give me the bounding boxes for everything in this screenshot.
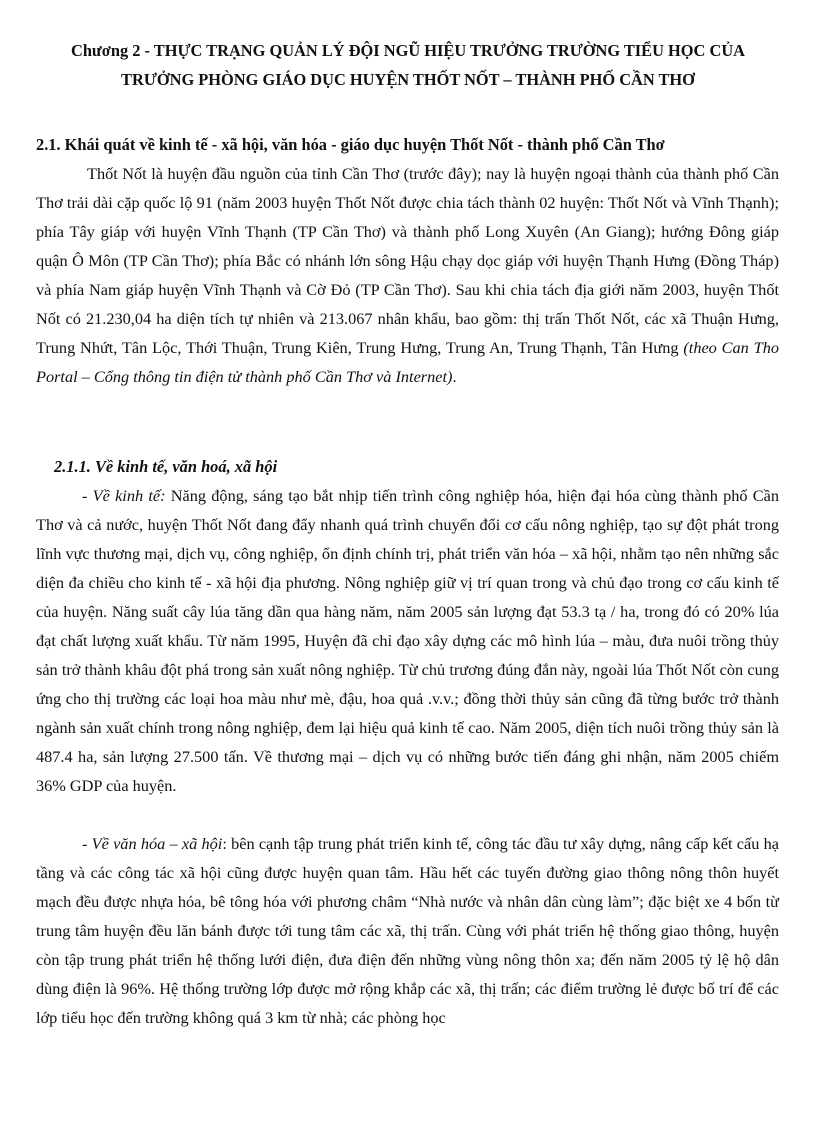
culture-text: : bên cạnh tập trung phát triển kinh tế, công tác đầu tư xây dựng, nâng cấp kết cấu hạ tầng và các công tác xã hội cũng được huyện quan tâm. Hầu hết các tuyến đường giao thông nông thôn huyết mạch đều được nhựa hóa, bê tông hóa với phương châm “Nhà nước và nhân dân cùng làm”; đặc biệt xe 4 bốn từ trung tâm huyện đều lăn bánh được tới tung tâm các xã, thị trấn. Cùng với phát triển hệ thống giao thông, huyện còn tập trung phát triển hệ thống lưới điện, đưa điện đến những vùng nông thôn xa; đến năm 2005 tỷ lệ hộ dân dùng điện là 96%. Hệ thống trường lớp được mở rộng khắp các xã, thị trấn; các điểm trường lẻ được bố trí để các lớp tiểu học đến trường không quá 3 km từ nhà; các phòng học xyxy=(36,834,780,1027)
section-heading: 2.1. Khái quát về kinh tế - xã hội, văn hóa - giáo dục huyện Thốt Nốt - thành phố Cần Thơ xyxy=(36,135,665,154)
culture-label: - Về văn hóa – xã hội xyxy=(82,834,223,853)
intro-text: Thốt Nốt là huyện đầu nguồn của tỉnh Cần Thơ (trước đây); nay là huyện ngoại thành của thành phố Cần Thơ trải dài cặp quốc lộ 91 (năm 2003 huyện Thốt Nốt được chia tách thành 02 huyện: Thốt Nốt và Vĩnh Thạnh); phía Tây giáp với huyện Vĩnh Thạnh (TP Cần Thơ) và thành phố Long Xuyên (An Giang); hướng Đông giáp quận Ô Môn (TP Cần Thơ); phía Bắc có nhánh lớn sông Hậu chạy dọc giáp với huyện Thạnh Hưng (Đồng Tháp) và phía Nam giáp huyện Vĩnh Thạnh và Cờ Đỏ (TP Cần Thơ). Sau khi chia tách địa giới năm 2003, huyện Thốt Nốt có 21.230,04 ha diện tích tự nhiên và 213.067 nhân khẩu, bao gồm: thị trấn Thốt Nốt, các xã Thuận Hưng, Trung Nhứt, Tân Lộc, Thới Thuận, Trung Kiên, Trung Hưng, Trung An, Trung Thạnh, Tân Hưng xyxy=(36,164,779,357)
chapter-title-line-2: TRƯỞNG PHÒNG GIÁO DỤC HUYỆN THỐT NỐT – THÀNH PHỐ CẦN THƠ xyxy=(121,70,695,89)
economy-paragraph xyxy=(36,481,779,800)
economy-label: - Về kinh tế: xyxy=(82,486,166,505)
chapter-title xyxy=(36,36,780,94)
intro-citation: (theo Can Tho Portal – Cổng thông tin điện tử thành phố Cần Thơ và Internet) xyxy=(36,338,779,386)
subsection-heading: 2.1.1. Về kinh tế, văn hoá, xã hội xyxy=(54,457,278,476)
culture-paragraph xyxy=(36,829,779,1032)
intro-end: . xyxy=(452,367,457,386)
chapter-title-line-1: Chương 2 - THỰC TRẠNG QUẢN LÝ ĐỘI NGŨ HIỆU TRƯỞNG TRƯỜNG TIỂU HỌC CỦA xyxy=(70,41,745,60)
economy-text: Năng động, sáng tạo bắt nhịp tiến trình công nghiệp hóa, hiện đại hóa cùng thành phố Cần Thơ và cả nước, huyện Thốt Nốt đang đẩy nhanh quá trình chuyển đổi cơ cấu nông nghiệp, tạo sự đột phát trong lĩnh vực thương mại, dịch vụ, công nghiệp, ổn định chính trị, phát triển văn hóa – xã hội, nhằm tạo nên những sắc diện đa chiều cho kinh tế - xã hội địa phương. Nông nghiệp giữ vị trí quan trong và chủ đạo trong cơ cấu kinh tế của huyện. Năng suất cây lúa tăng dần qua hàng năm, năm 2005 sản lượng đạt 53.3 tạ / ha, trong đó có 20% lúa đạt chất lượng xuất khẩu. Từ năm 1995, Huyện đã chỉ đạo xây dựng các mô hình lúa – màu, đưa nuôi trồng thủy sản trở thành khâu đột phá trong sản xuất nông nghiệp. Từ chủ trương đúng đắn này, ngoài lúa Thốt Nốt còn cung ứng cho thị trường các loại hoa màu như mè, đậu, hoa quả .v.v.; đồng thời thủy sản cũng đã từng bước trở thành ngành sản xuất chính trong nông nghiệp, đem lại hiệu quả kinh tế cao. Năm 2005, diện tích nuôi trồng thủy sản là 487.4 ha, sản lượng 27.500 tấn. Về thương mại – dịch vụ có những bước tiến đáng ghi nhận, năm 2005 chiếm 36% GDP của huyện. xyxy=(36,486,779,795)
intro-paragraph xyxy=(36,159,779,391)
